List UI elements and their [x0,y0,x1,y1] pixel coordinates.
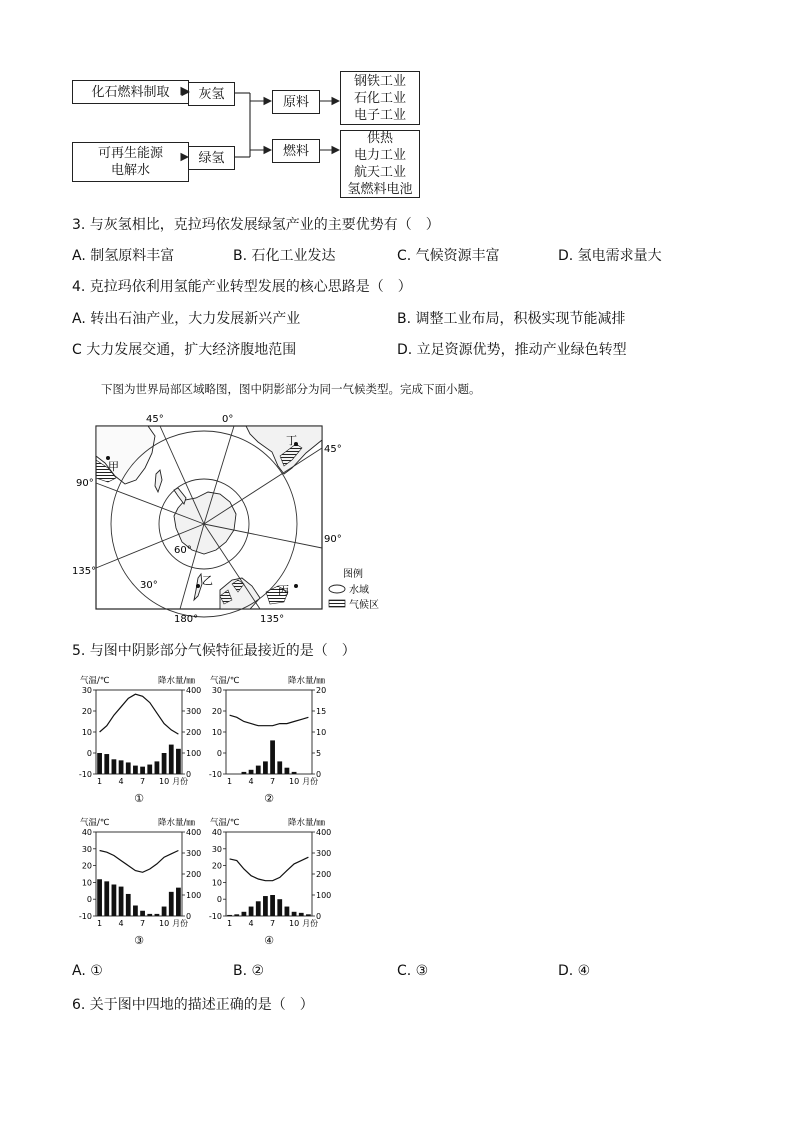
month-tick-label: 1 [97,777,103,786]
temp-tick-label: 20 [211,707,222,716]
precip-bar [234,914,239,916]
month-tick-label: 1 [227,919,233,928]
precip-tick-label: 0 [316,912,322,921]
temp-tick-label: 0 [216,749,222,758]
map-legend [325,566,395,616]
place-ding: 丁 [286,434,297,447]
temp-tick-label: 10 [211,728,222,737]
temp-tick-label: 40 [211,828,222,837]
temperature-line [230,857,309,881]
temperature-line [100,851,179,873]
temp-tick-label: 10 [81,728,92,737]
flow-arrows [0,0,794,210]
precip-bar [242,912,247,916]
precip-bar [97,753,102,774]
precip-axis-label: 降水量/㎜ [158,676,195,686]
lon-label-0: 0° [222,414,234,425]
precip-bar [176,749,181,774]
green-hydrogen-box: 绿氢 [188,146,235,170]
precip-bar [112,885,117,917]
precip-bar [147,765,152,774]
lon-label-45e: 45° [324,444,342,455]
precip-bar [242,772,247,774]
temp-tick-label: 20 [81,707,92,716]
raw-material-box: 原料 [272,90,320,114]
temp-tick-label: 0 [216,895,222,905]
q5-option-b[interactable]: B. ② [233,963,265,979]
precip-bar [162,753,167,774]
month-tick-label: 1 [97,919,103,928]
temp-tick-label: 0 [86,895,92,905]
temp-axis-label: 气温/℃ [210,818,240,828]
month-tick-label: 4 [248,919,254,928]
precip-bar [119,887,124,916]
precip-axis-label: 降水量/㎜ [158,818,195,828]
temp-tick-label: -10 [78,770,92,779]
temp-tick-label: -10 [208,770,222,779]
precip-bar [126,762,131,774]
q3-option-d[interactable]: D. 氢电需求量大 [558,248,662,264]
precip-axis-label: 降水量/㎜ [288,818,325,828]
lat-label-30: 30° [140,580,158,591]
chart-label: ④ [264,934,274,947]
temp-tick-label: 10 [81,878,92,888]
precip-bar [256,901,261,916]
fuel-box: 燃料 [272,139,320,163]
climate-chart-2 [200,672,340,807]
temp-tick-label: 30 [81,844,92,854]
grey-hydrogen-box: 灰氢 [188,82,235,106]
precip-tick-label: 100 [186,749,202,758]
precip-tick-label: 400 [186,686,202,695]
raw-uses-box: 钢铁工业 石化工业 电子工业 [340,71,420,125]
q4-option-c[interactable]: C 大力发展交通，扩大经济腹地范围 [72,342,297,358]
renewable-box: 可再生能源 电解水 [72,142,189,182]
precip-bar [97,879,102,916]
q4-option-d[interactable]: D. 立足资源优势，推动产业绿色转型 [397,342,627,358]
month-tick-label: 7 [270,919,276,928]
chart-label: ① [134,792,144,805]
precip-bar [263,896,268,916]
precip-bar [104,754,109,774]
temp-tick-label: 40 [81,828,92,837]
precip-bar [140,767,145,774]
month-axis-label: 月份 [302,777,319,786]
precip-tick-label: 100 [186,891,202,900]
precip-bar [249,770,254,774]
climate-chart-4 [200,814,340,949]
fossil-box: 化石燃料制取 [72,80,189,104]
precip-bar [133,906,138,917]
precip-tick-label: 400 [316,828,332,837]
chart-label: ③ [134,934,144,947]
temp-axis-label: 气温/℃ [210,676,240,686]
lon-label-135e: 135° [260,614,285,625]
precip-bar [119,760,124,774]
chart-label: ② [264,792,274,805]
legend-water: 水域 [349,585,369,596]
precip-tick-label: 200 [316,870,332,879]
temp-tick-label: 30 [211,844,222,854]
q4-option-b[interactable]: B. 调整工业布局，积极实现节能减排 [397,311,626,327]
question-4-stem: 4. 克拉玛依利用氢能产业转型发展的核心思路是（ ） [72,279,412,295]
precip-tick-label: 300 [186,849,202,858]
month-tick-label: 4 [248,777,254,786]
temp-axis-label: 气温/℃ [80,676,110,686]
precip-bar [133,766,138,774]
precip-bar [292,912,297,916]
precip-tick-label: 5 [316,749,322,758]
question-5-stem: 5. 与图中阴影部分气候特征最接近的是（ ） [72,643,356,659]
legend-title: 图例 [343,569,363,580]
precip-bar [126,894,131,916]
lon-label-90e: 90° [324,534,342,545]
temp-tick-label: 20 [211,861,222,871]
precip-tick-label: 20 [316,686,327,695]
lon-label-180: 180° [174,614,199,625]
question-6-stem: 6. 关于图中四地的描述正确的是（ ） [72,997,314,1013]
precip-bar [155,914,160,916]
precip-bar [285,907,290,916]
month-tick-label: 10 [288,919,300,928]
fuel-uses-box: 供热 电力工业 航天工业 氢燃料电池 [340,130,420,198]
month-tick-label: 7 [140,777,146,786]
q3-option-a[interactable]: A. 制氢原料丰富 [72,248,175,264]
month-tick-label: 1 [227,777,233,786]
month-tick-label: 7 [140,919,146,928]
month-tick-label: 4 [118,777,124,786]
temp-tick-label: 10 [211,878,222,888]
lon-label-45w: 45° [146,414,164,425]
plot-frame [226,832,312,916]
temp-tick-label: 30 [81,686,92,695]
precip-bar [140,911,145,916]
precip-bar [176,888,181,916]
q3-option-b[interactable]: B. 石化工业发达 [233,248,336,264]
month-tick-label: 10 [158,777,170,786]
temp-tick-label: 30 [211,686,222,695]
precip-bar [263,761,268,774]
precip-tick-label: 100 [316,891,332,900]
lat-label-60: 60° [174,545,192,556]
precip-tick-label: 300 [186,707,202,716]
month-tick-label: 10 [158,919,170,928]
temp-tick-label: -10 [208,912,222,921]
precip-bar [292,772,297,774]
plot-frame [226,690,312,774]
lon-label-90w: 90° [76,478,94,489]
precip-axis-label: 降水量/㎜ [288,676,325,686]
precip-bar [285,768,290,774]
legend-climate: 气候区 [349,600,379,611]
precip-bar [270,895,275,916]
q5-option-a[interactable]: A. ① [72,963,103,979]
climate-chart-3 [70,814,210,949]
precip-bar [169,745,174,774]
precip-bar [306,914,311,916]
temp-axis-label: 气温/℃ [80,818,110,828]
temp-tick-label: 0 [86,749,92,758]
month-axis-label: 月份 [172,919,189,928]
precip-tick-label: 400 [186,828,202,837]
precip-bar [227,915,232,916]
place-yi: 乙 [202,574,213,587]
climate-chart-1 [70,672,210,807]
q5-option-d[interactable]: D. ④ [558,963,591,979]
place-bing: 丙 [278,584,289,597]
month-tick-label: 10 [288,777,300,786]
q4-option-a[interactable]: A. 转出石油产业，大力发展新兴产业 [72,311,301,327]
temp-tick-label: 20 [81,861,92,871]
precip-bar [112,759,117,774]
precip-tick-label: 0 [316,770,322,779]
precip-bar [277,899,282,916]
month-tick-label: 7 [270,777,276,786]
q5-option-c[interactable]: C. ③ [397,963,429,979]
precip-bar [277,761,282,774]
precip-tick-label: 200 [186,870,202,879]
precip-bar [104,881,109,916]
question-3-stem: 3. 与灰氢相比，克拉玛依发展绿氢产业的主要优势有（ ） [72,217,440,233]
precip-tick-label: 15 [316,707,327,716]
precip-bar [256,766,261,774]
precip-bar [162,907,167,916]
temp-tick-label: -10 [78,912,92,921]
temperature-line [100,694,179,734]
precip-bar [155,761,160,774]
q3-option-c[interactable]: C. 气候资源丰富 [397,248,500,264]
precip-bar [299,913,304,916]
month-axis-label: 月份 [172,777,189,786]
precip-bar [169,892,174,916]
month-axis-label: 月份 [302,919,319,928]
precip-tick-label: 300 [316,849,332,858]
precip-tick-label: 0 [186,912,192,921]
map-intro: 下图为世界局部区域略图，图中阴影部分为同一气候类型。完成下面小题。 [101,382,481,396]
place-jia: 甲 [108,460,119,473]
precip-tick-label: 0 [186,770,192,779]
precip-bar [249,907,254,916]
precip-tick-label: 200 [186,728,202,737]
precip-bar [147,914,152,916]
month-tick-label: 4 [118,919,124,928]
precip-bar [270,740,275,774]
lon-label-135w: 135° [72,566,97,577]
temperature-line [230,715,309,726]
precip-tick-label: 10 [316,728,327,737]
